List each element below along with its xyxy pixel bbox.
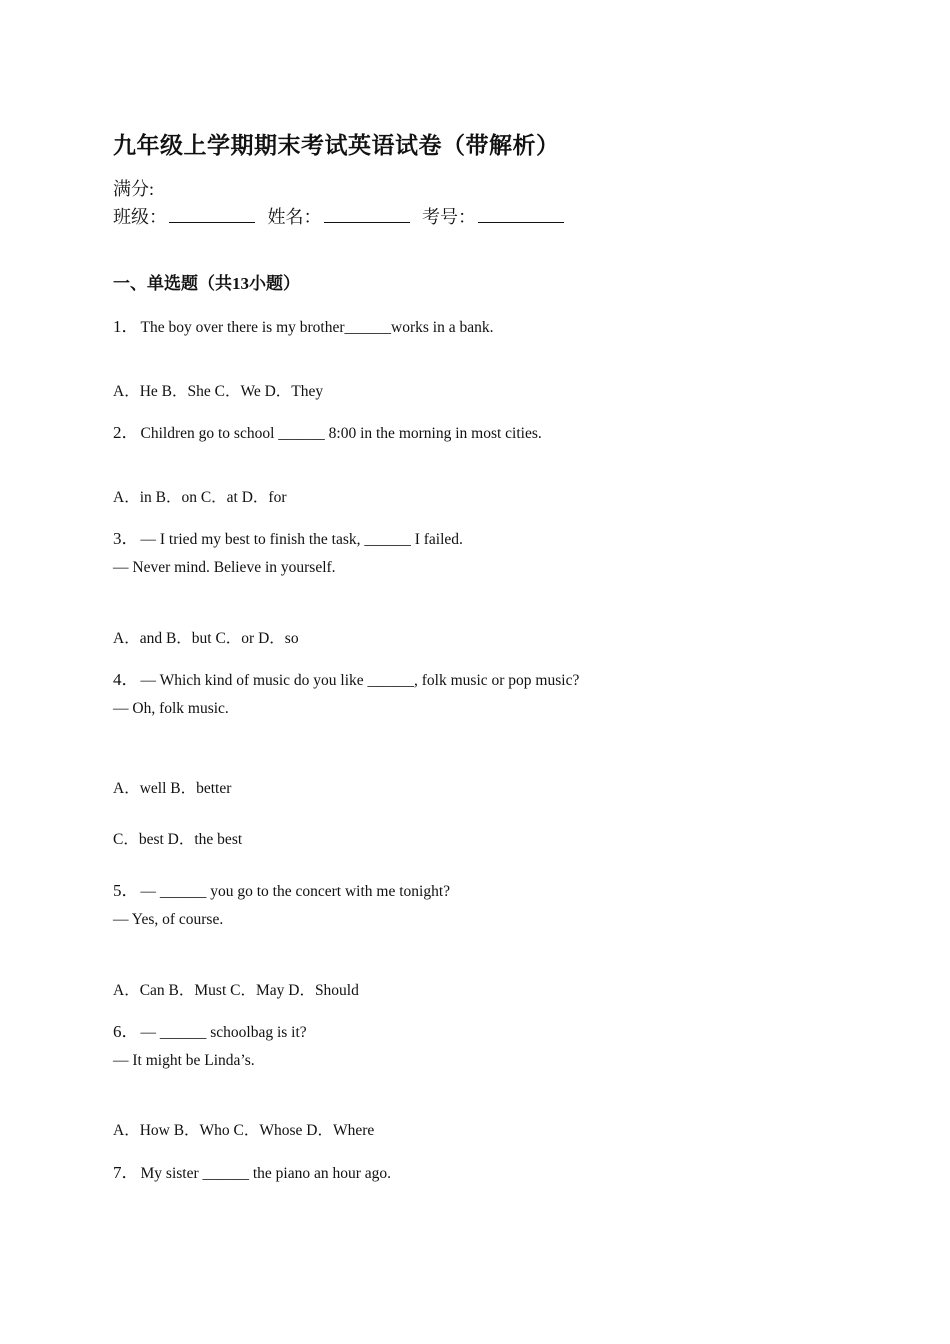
exam-no-label: 考号： bbox=[422, 207, 476, 227]
question-stem: — ______ you go to the concert with me tonight? bbox=[140, 883, 451, 900]
question-4 bbox=[113, 665, 579, 690]
question-7 bbox=[113, 1158, 391, 1183]
question-stem: Children go to school ______ 8:00 in the morning in most cities. bbox=[140, 425, 542, 442]
question-stem: — ______ schoolbag is it? bbox=[140, 1024, 307, 1041]
question-number: 5． bbox=[113, 881, 139, 900]
question-2-options: A．in B．on C．at D．for bbox=[113, 489, 287, 506]
question-3-options: A．and B．but C．or D．so bbox=[113, 630, 299, 647]
question-stem: The boy over there is my brother______works in a bank. bbox=[140, 319, 494, 336]
question-number: 3． bbox=[113, 529, 139, 548]
question-3-reply: — Never mind. Believe in yourself. bbox=[113, 559, 336, 576]
section-title: 一、单选题（共13小题） bbox=[113, 274, 300, 293]
question-2 bbox=[113, 418, 542, 443]
question-6-options: A．How B．Who C．Whose D．Where bbox=[113, 1122, 375, 1139]
question-3 bbox=[113, 524, 463, 549]
question-number: 2． bbox=[113, 423, 139, 442]
question-number: 4． bbox=[113, 670, 139, 689]
question-stem: — Which kind of music do you like ______, folk music or pop music? bbox=[140, 672, 580, 689]
question-5-reply: — Yes, of course. bbox=[113, 911, 224, 928]
question-4-options-a: A．well B．better bbox=[113, 780, 232, 797]
question-4-reply: — Oh, folk music. bbox=[113, 700, 229, 717]
question-number: 1． bbox=[113, 317, 139, 336]
question-6 bbox=[113, 1017, 307, 1042]
question-1-options: A．He B．She C．We D．They bbox=[113, 383, 324, 400]
page-title: 九年级上学期期末考试英语试卷（带解析） bbox=[113, 133, 560, 158]
question-1 bbox=[113, 312, 493, 337]
question-6-reply: — It might be Linda’s. bbox=[113, 1052, 255, 1069]
question-4-options-c: C．best D．the best bbox=[113, 831, 243, 848]
student-info-line bbox=[113, 203, 572, 229]
question-number: 6． bbox=[113, 1022, 139, 1041]
score-label: 满分: bbox=[113, 179, 155, 199]
name-label: 姓名： bbox=[267, 207, 322, 227]
name-blank bbox=[324, 204, 410, 223]
question-5-options: A．Can B．Must C．May D．Should bbox=[113, 982, 359, 999]
question-5 bbox=[113, 876, 450, 901]
exam-no-blank bbox=[478, 204, 564, 223]
question-number: 7． bbox=[113, 1163, 139, 1182]
class-blank bbox=[169, 204, 255, 223]
question-stem: — I tried my best to finish the task, ______ I failed. bbox=[140, 531, 463, 548]
question-stem: My sister ______ the piano an hour ago. bbox=[140, 1165, 392, 1182]
class-label: 班级： bbox=[113, 207, 167, 227]
